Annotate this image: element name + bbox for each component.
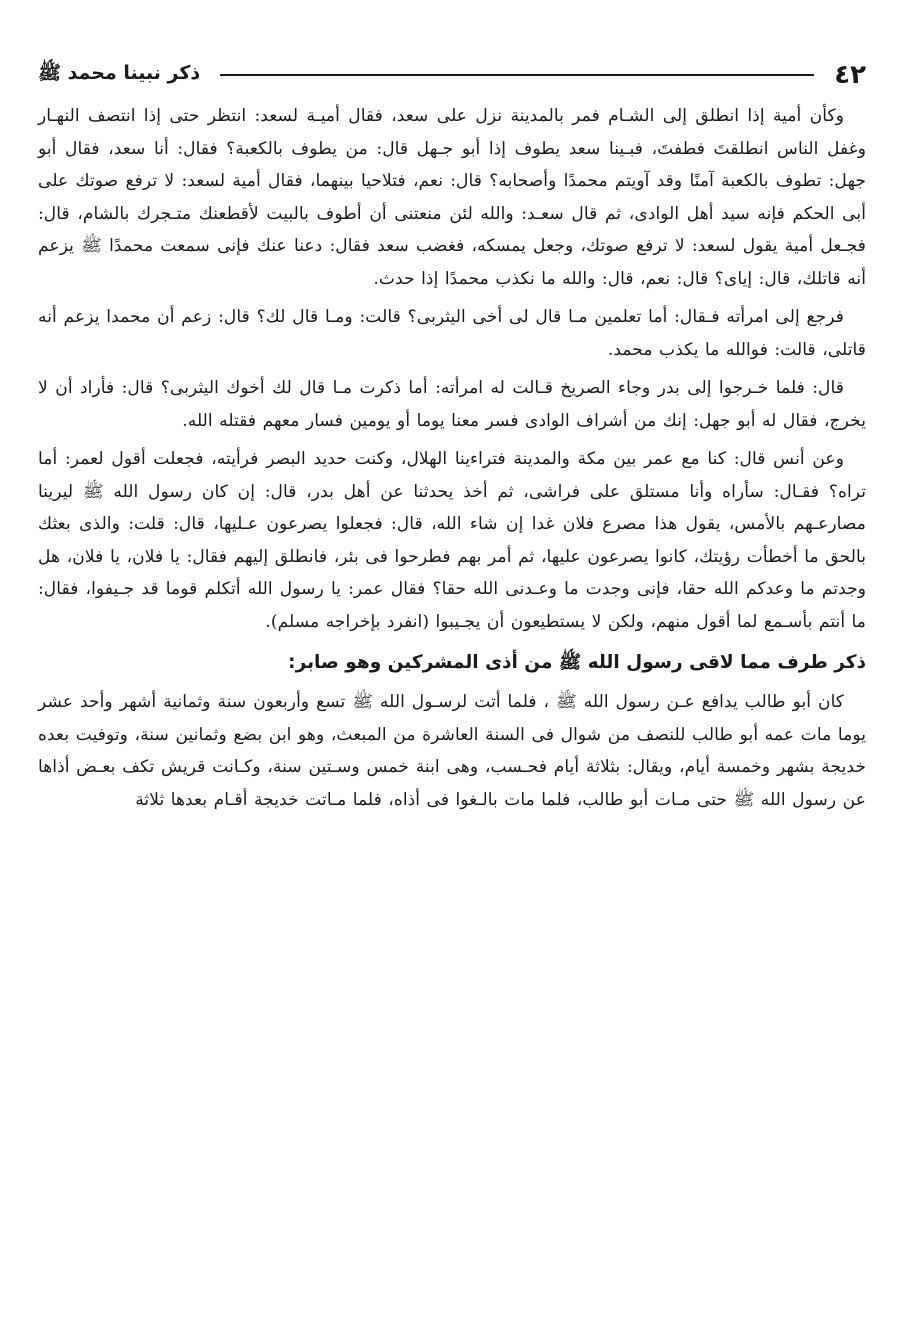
paragraph-wife-dialogue: فرجع إلى امرأته فـقال: أما تعلمين مـا قال لى أخى اليثربى؟ قالت: ومـا قال لك؟ قال: زعم أن محمدا يزعم أنه قاتلى، قالت: فوالله ما يكذب محمد. <box>38 307 866 360</box>
header-rule <box>220 74 814 76</box>
section-heading: ذكر طرف مما لاقى رسول الله ﷺ من أذى المشركين وهو صابر: <box>288 652 866 673</box>
running-title: ذكر نبينا محمد ﷺ <box>38 62 201 84</box>
body-text <box>38 100 866 816</box>
page-number: ٤٢ <box>834 60 866 90</box>
paragraph-badr-departure: قال: فلما خـرجوا إلى بدر وجاء الصريخ قـالت له امرأته: أما ذكرت مـا قال لك أخوك اليثربى؟ قال: فأراد أن لا يخرج، فقال له أبو جهل: إنك من أشراف الوادى فسر معنا يوما أو يومين فسار معهم فقتله الله. <box>38 378 866 431</box>
paragraph-anas-narration: وعن أنس قال: كنا مع عمر بين مكة والمدينة فتراءينا الهلال، وكنت حديد البصر فرأيته، فجعلت أقول لعمر: أما تراه؟ فقـال: سأراه وأنا مستلق على فراشى، ثم أخذ يحدثنا عن أهل بدر، قال: إن كان رسول الله ﷺ ليرينا مصارعـهم بالأمس، يقول هذا مصرع فلان غدا إن شاء الله، قال: فجعلوا يصرعون عـليها، قال: قلت: والذى بعثك بالحق ما أخطأت رؤيتك، كانوا يصرعون عليها، ثم أمر بهم فطرحوا فى بئر، فانطلق إليهم فقال: يا فلان، يا فلان، هل وجدتم ما وعدكم الله حقا، فإنى وجدت ما وعـدنى الله حقا؟ فقال عمر: يا رسول الله أتكلم قوما قد جـيفوا، فقال: ما أنتم بأسـمع لما أقول منهم، ولكن لا يستطيعون أن يجـيبوا (انفرد بإخراجه مسلم). <box>38 449 866 632</box>
book-page <box>38 52 866 822</box>
paragraph-umayya-saad: وكأن أمية إذا انطلق إلى الشـام فمر بالمدينة نزل على سعد، فقال أميـة لسعد: انتظر حتى إذا انتصف النهـار وغفل الناس انطلقتَ فطفتَ، فبـينا سعد يطوف إذا أبو جـهل قال: من يطوف بالكعبة؟ فقال: أنا سعد، فقال أبو جهل: تطوف بالكعبة آمنًا وقد آويتم محمدًا وأصحابه؟ قال: نعم، فتلاحيا بينهما، فقال أمية لسعد: لا ترفع صوتك على أبى الحكم فإنه سيد أهل الوادى، ثم قال سعـد: والله لئن منعتنى أن أطوف بالبيت لأقطعنك متـجرك بالشام، قال: فجـعل أمية يقول لسعد: لا ترفع صوتك، وجعل يمسكه، فغضب سعد فقال: دعنا عنك فإنى سمعت محمدًا ﷺ يزعم أنه قاتلك، قال: إياى؟ قال: نعم، قال: والله ما نكذب محمدًا إذا حدث. <box>38 106 866 289</box>
page-header <box>38 52 866 98</box>
paragraph-abu-talib: كان أبو طالب يدافع عـن رسول الله ﷺ ، فلما أتت لرسـول الله ﷺ تسع وأربعون سنة وثمانية أشهر وأحد عشر يوما مات عمه أبو طالب للنصف من شوال فى السنة العاشرة من المبعث، وهو ابن بضع وثمانين سنة، وتوفيت بعده خديجة بشهر وخمسة أيام، ويقال: بثلاثة أيام فحـسب، وهى ابنة خمس وسـتين سنة، وكـانت قريش تكف بعـض أذاها عن رسول الله ﷺ حتى مـات أبو طالب، فلما مات بالـغوا فى أذاه، فلما مـاتت خديجة أقـام بعدها ثلاثة <box>38 692 866 810</box>
